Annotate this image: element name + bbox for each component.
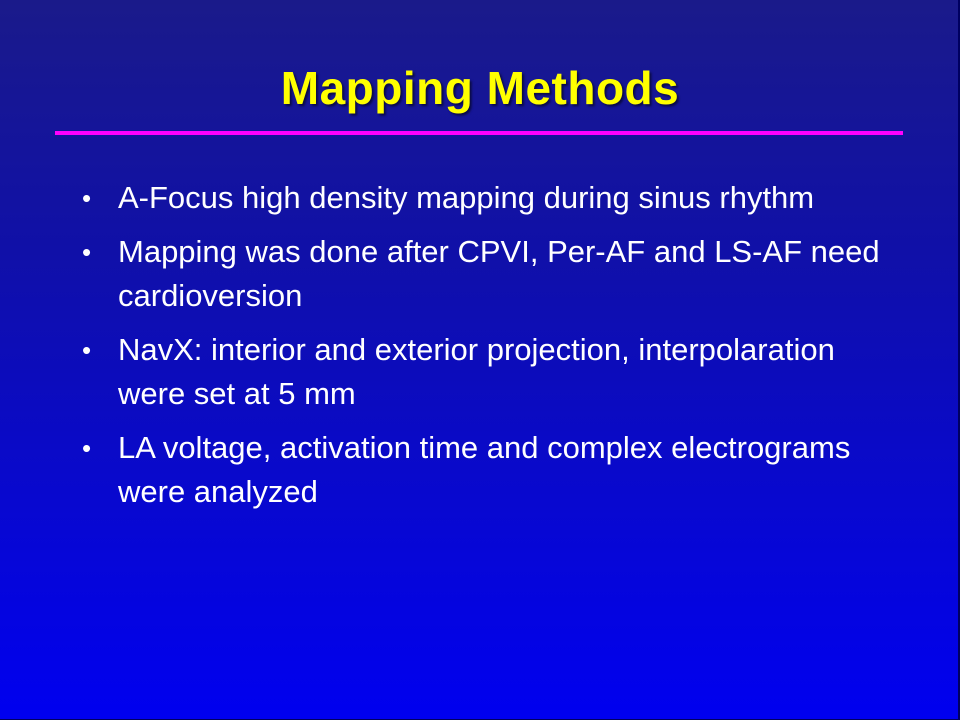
bullet-text: Mapping was done after CPVI, Per-AF and LS-AF need cardioversion <box>118 234 880 313</box>
bullet-dot-icon: • <box>82 183 92 213</box>
bullet-item <box>80 230 910 318</box>
title-divider <box>55 131 903 135</box>
bullet-item <box>80 426 910 514</box>
bullet-list <box>80 176 910 524</box>
bullet-dot-icon: • <box>82 433 92 463</box>
bullet-dot-icon: • <box>82 335 92 365</box>
bullet-text: A-Focus high density mapping during sinus rhythm <box>118 180 815 215</box>
bullet-dot-icon: • <box>82 237 92 267</box>
bullet-item <box>80 176 910 220</box>
bullet-text: NavX: interior and exterior projection, interpolaration were set at 5 mm <box>118 332 835 411</box>
bullet-text: LA voltage, activation time and complex electrograms were analyzed <box>118 430 851 509</box>
bullet-item <box>80 328 910 416</box>
slide-title: Mapping Methods <box>280 62 680 114</box>
